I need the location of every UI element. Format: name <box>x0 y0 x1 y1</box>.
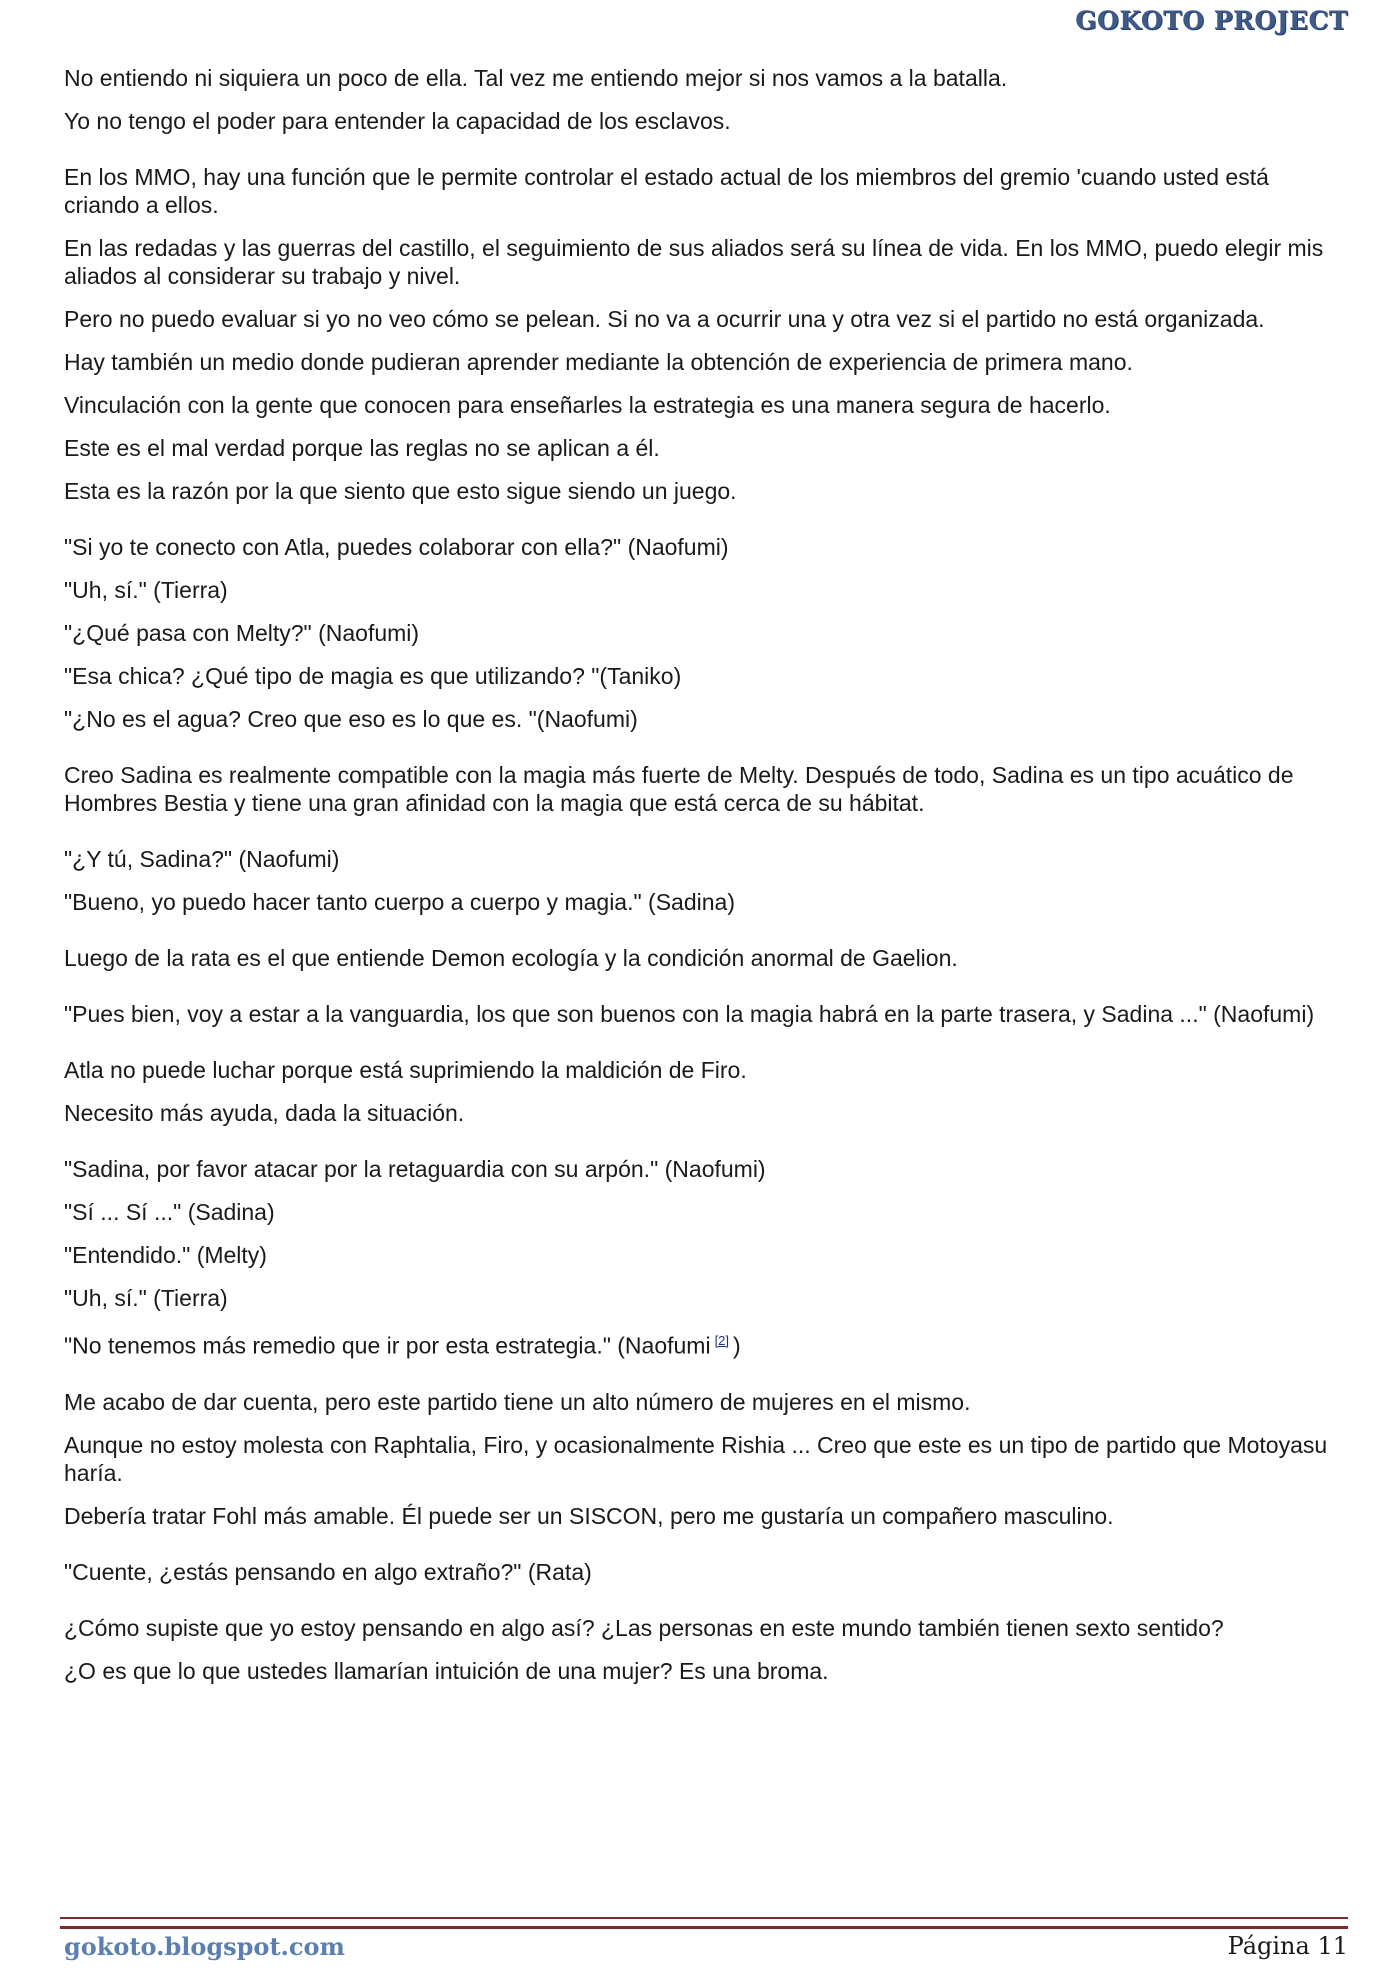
paragraph: "Si yo te conecto con Atla, puedes colaborar con ella?" (Naofumi) <box>64 534 729 560</box>
paragraph: ¿O es que lo que ustedes llamarían intuición de una mujer? Es una broma. <box>64 1657 829 1684</box>
footnote-paragraph <box>64 1327 1332 1360</box>
footer-site-link[interactable]: gokoto.blogspot.com <box>64 1932 345 1961</box>
footnote-paragraph-text: "No tenemos más remedio que ir por esta estrategia." (Naofumi <box>64 1332 711 1359</box>
paragraph: Esta es la razón por la que siento que esto sigue siendo un juego. <box>64 478 737 504</box>
paragraph: "¿Qué pasa con Melty?" (Naofumi) <box>64 620 420 646</box>
footnote-paragraph-tail: ) <box>733 1332 741 1359</box>
paragraph: "Cuente, ¿estás pensando en algo extraño?" (Rata) <box>64 1558 592 1585</box>
paragraph: Debería tratar Fohl más amable. Él puede ser un SISCON, pero me gustaría un compañero masculino. <box>64 1502 1114 1529</box>
paragraph: Hay también un medio donde pudieran aprender mediante la obtención de experiencia de primera mano. <box>64 349 1133 375</box>
paragraph: En los MMO, hay una función que le permite controlar el estado actual de los miembros del gremio 'cuando usted está criando a ellos. <box>64 164 1269 218</box>
footnote-link[interactable]: [2] <box>714 1333 730 1348</box>
paragraph: Creo Sadina es realmente compatible con la magia más fuerte de Melty. Después de todo, Sadina es un tipo acuático de Hombres Bestia y tiene una gran afinidad con la magia que está cerca de su hábitat. <box>64 762 1294 816</box>
paragraph: En las redadas y las guerras del castillo, el seguimiento de sus aliados será su línea de vida. En los MMO, puedo elegir mis aliados al considerar su trabajo y nivel. <box>64 235 1324 289</box>
document-body <box>64 64 1332 1700</box>
paragraph: "Bueno, yo puedo hacer tanto cuerpo a cuerpo y magia." (Sadina) <box>64 889 735 915</box>
paragraph: No entiendo ni siquiera un poco de ella. Tal vez me entiendo mejor si nos vamos a la batalla. <box>64 65 1008 91</box>
header-brand-logo: GOKOTO PROJECT <box>1075 6 1348 35</box>
paragraph-group <box>64 64 1332 1312</box>
paragraph-group <box>64 1388 1332 1685</box>
paragraph: Yo no tengo el poder para entender la capacidad de los esclavos. <box>64 108 731 134</box>
paragraph: Aunque no estoy molesta con Raphtalia, Firo, y ocasionalmente Rishia ... Creo que este es un tipo de partido que Motoyasu haría. <box>64 1431 1328 1486</box>
paragraph: "Uh, sí." (Tierra) <box>64 577 228 603</box>
paragraph: "¿Y tú, Sadina?" (Naofumi) <box>64 846 340 872</box>
paragraph: "Esa chica? ¿Qué tipo de magia es que utilizando? "(Taniko) <box>64 663 682 689</box>
paragraph: "Sí ... Sí ..." (Sadina) <box>64 1199 275 1225</box>
paragraph: Este es el mal verdad porque las reglas no se aplican a él. <box>64 435 660 461</box>
paragraph: "Sadina, por favor atacar por la retaguardia con su arpón." (Naofumi) <box>64 1156 766 1182</box>
paragraph: Me acabo de dar cuenta, pero este partido tiene un alto número de mujeres en el mismo. <box>64 1388 971 1415</box>
paragraph: Necesito más ayuda, dada la situación. <box>64 1100 465 1126</box>
paragraph: "Entendido." (Melty) <box>64 1242 267 1268</box>
paragraph: "Uh, sí." (Tierra) <box>64 1285 228 1311</box>
footer-divider <box>60 1917 1348 1929</box>
paragraph: "¿No es el agua? Creo que eso es lo que es. "(Naofumi) <box>64 706 638 732</box>
paragraph: Luego de la rata es el que entiende Demon ecología y la condición anormal de Gaelion. <box>64 945 958 971</box>
paragraph: Atla no puede luchar porque está suprimiendo la maldición de Firo. <box>64 1057 747 1083</box>
paragraph: Vinculación con la gente que conocen para enseñarles la estrategia es una manera segura de hacerlo. <box>64 392 1111 418</box>
paragraph: Pero no puedo evaluar si yo no veo cómo se pelean. Si no va a ocurrir una y otra vez si el partido no está organizada. <box>64 306 1265 332</box>
paragraph: ¿Cómo supiste que yo estoy pensando en algo así? ¿Las personas en este mundo también tienen sexto sentido? <box>64 1614 1224 1641</box>
paragraph: "Pues bien, voy a estar a la vanguardia, los que son buenos con la magia habrá en la parte trasera, y Sadina ..." (Naofumi) <box>64 1001 1315 1027</box>
footer-page-number: Página 11 <box>1227 1932 1348 1960</box>
